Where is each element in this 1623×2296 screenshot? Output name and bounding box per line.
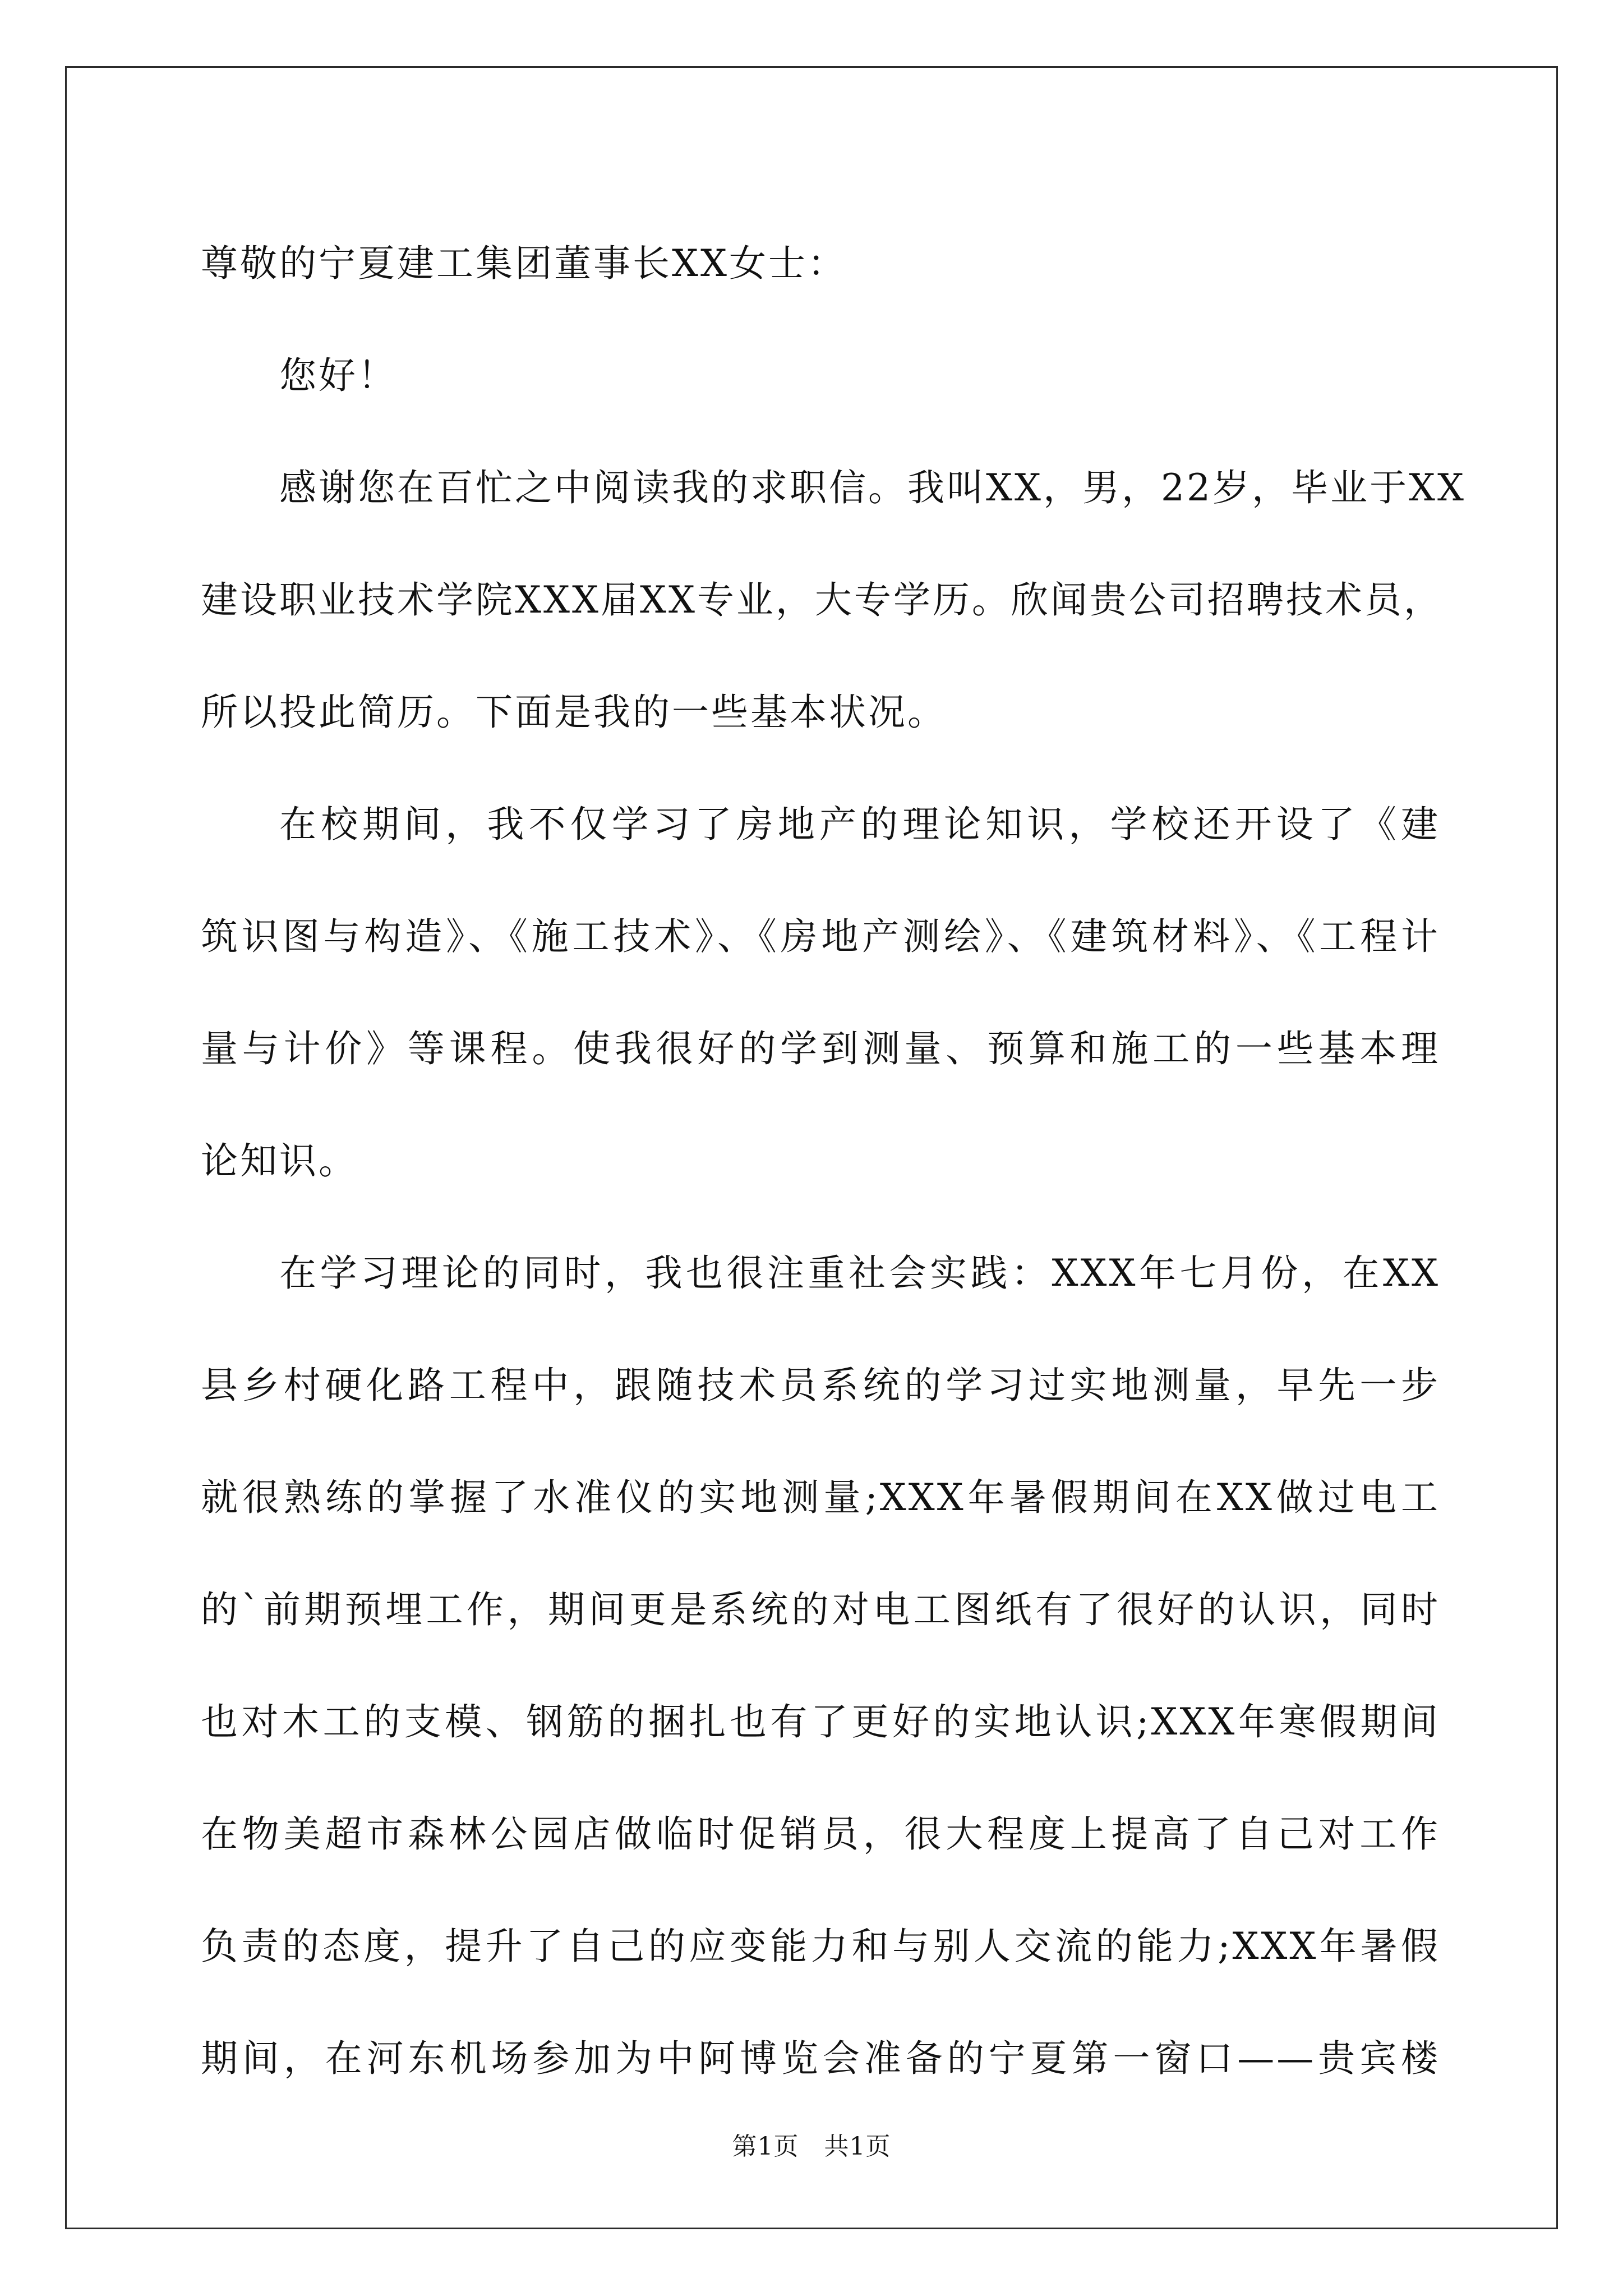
page-number-footer: 第1页 共1页 (732, 2132, 891, 2161)
paragraph-3-line: 负责的态度，提升了自己的应变能力和与别人交流的能力;XXX年暑假 (201, 1925, 1440, 1968)
paragraph-3-line: 的`前期预埋工作，期间更是系统的对电工图纸有了很好的认识，同时 (201, 1588, 1440, 1631)
greeting: 您好！ (279, 354, 397, 397)
paragraph-2-line: 论知识。 (201, 1139, 358, 1182)
paragraph-3-line: 在物美超市森林公园店做临时促销员，很大程度上提高了自己对工作 (201, 1812, 1440, 1856)
letter-body (201, 208, 1466, 2115)
paragraph-3-line: 在学习理论的同时，我也很注重社会实践：XXX年七月份，在XX (279, 1251, 1440, 1295)
salutation: 尊敬的宁夏建工集团董事长XX女士： (201, 242, 847, 285)
paragraph-1-line: 建设职业技术学院XXX届XX专业，大专学历。欣闻贵公司招聘技术员， (201, 578, 1443, 622)
paragraph-1-line: 所以投此简历。下面是我的一些基本状况。 (201, 691, 947, 734)
paragraph-2-line: 量与计价》等课程。使我很好的学到测量、预算和施工的一些基本理 (201, 1027, 1440, 1070)
paragraph-3-line: 就很熟练的掌握了水准仪的实地测量;XXX年暑假期间在XX做过电工 (201, 1476, 1440, 1519)
paragraph-1-line: 感谢您在百忙之中阅读我的求职信。我叫XX，男，22岁，毕业于XX (279, 466, 1466, 509)
paragraph-3-line: 县乡村硬化路工程中，跟随技术员系统的学习过实地测量，早先一步 (201, 1364, 1440, 1407)
paragraph-3-line: 期间，在河东机场参加为中阿博览会准备的宁夏第一窗口——贵宾楼 (201, 2037, 1440, 2080)
paragraph-2-line: 在校期间，我不仅学习了房地产的理论知识，学校还开设了《建 (279, 803, 1440, 846)
paragraph-3-line: 也对木工的支模、钢筋的捆扎也有了更好的实地认识;XXX年寒假期间 (201, 1700, 1440, 1743)
paragraph-2-line: 筑识图与构造》、《施工技术》、《房地产测绘》、《建筑材料》、《工程计 (201, 915, 1440, 958)
